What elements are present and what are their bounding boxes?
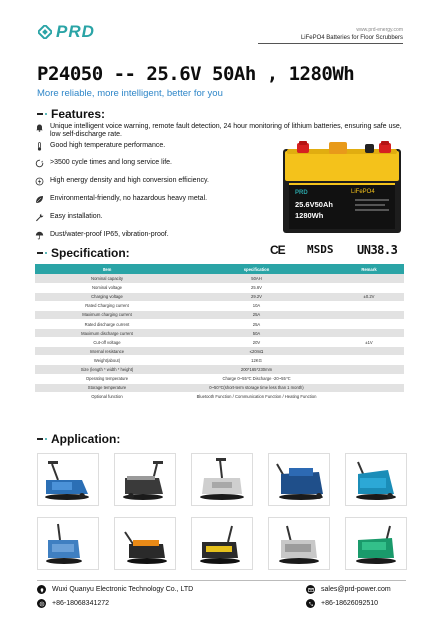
svg-text:1280Wh: 1280Wh	[295, 211, 324, 220]
email-contact	[306, 585, 391, 594]
application-heading: Application:	[37, 432, 120, 446]
specification-table	[35, 264, 404, 402]
svg-text:LiFePO4: LiFePO4	[351, 189, 375, 195]
table-row: Operating temperature Charge 0~55℃ Discharge -20~55℃	[35, 374, 404, 383]
table-row: Storage temperature 0~50℃(short-term storage time less than 1 month)	[35, 383, 404, 392]
feature-item: Unique intelligent voice warning, remote fault detection, 24 hour monitoring of lithium batteries, ensuring safe use, low self-discharge rate.	[34, 123, 409, 138]
specification-heading: Specification:	[37, 246, 130, 260]
column-header-specification: specification	[179, 264, 334, 274]
energy-icon	[34, 177, 44, 186]
ce-mark: CE	[270, 243, 285, 257]
document-subtitle: LiFePO4 Batteries for Floor Scrubbers	[300, 35, 403, 41]
company-info	[37, 585, 193, 594]
table-header-row	[35, 264, 404, 274]
phone-number-2[interactable]: +86-18626092510	[321, 600, 379, 607]
umbrella-icon	[34, 231, 44, 240]
wrench-icon	[34, 213, 44, 222]
phone-number-1[interactable]: +86-18068341272	[52, 600, 110, 607]
footer-divider	[37, 580, 406, 581]
column-header-item: Item	[35, 264, 179, 274]
feature-item: Dust/water-proof IP65, vibration-proof.	[34, 231, 409, 240]
features-heading: Features:	[37, 107, 105, 121]
feature-item: High energy density and high conversion efficiency.	[34, 177, 409, 186]
email-address[interactable]: sales@prd-power.com	[321, 586, 391, 593]
email-icon	[306, 585, 315, 594]
section-marker-icon	[37, 438, 47, 440]
floor-scrubber-image	[345, 517, 407, 570]
table-row: Charging voltage 29.2V ±0.2V	[35, 292, 404, 301]
floor-scrubber-image	[268, 517, 330, 570]
location-icon	[37, 585, 46, 594]
table-row: Size (length * width * height) 200*165*230mm	[35, 365, 404, 374]
logo-text: PRD	[56, 22, 95, 41]
logo-diamond-icon	[38, 25, 52, 39]
table-row: Nominal voltage 25.6V	[35, 283, 404, 292]
table-row: Rated discharge current 25A	[35, 319, 404, 328]
feature-item: Good high temperature performance.	[34, 142, 409, 151]
company-name: Wuxi Quanyu Electronic Technology Co., LTD	[52, 586, 194, 593]
whatsapp-icon	[37, 599, 46, 608]
thermometer-icon	[34, 142, 44, 151]
table-row: Cut-off voltage 20V ±1V	[35, 338, 404, 347]
phone-contact-1	[37, 599, 109, 608]
website-url[interactable]: www.prd-energy.com	[356, 27, 403, 33]
column-header-remark: Remark	[334, 264, 404, 274]
battery-product-image	[275, 141, 410, 236]
table-row: Optional function Bluetooth Function / Communication Function / Heating Function	[35, 392, 404, 401]
feature-item: >3500 cycle times and long service life.	[34, 159, 409, 168]
svg-text:25.6V50Ah: 25.6V50Ah	[295, 200, 333, 209]
leaf-icon	[34, 195, 44, 204]
phone-icon	[306, 599, 315, 608]
section-marker-icon	[37, 252, 47, 254]
page-header	[0, 0, 443, 52]
floor-scrubber-image	[114, 453, 176, 506]
product-tagline: More reliable, more intelligent, better for you	[37, 88, 223, 99]
floor-scrubber-image	[268, 453, 330, 506]
header-divider	[258, 43, 403, 44]
feature-item: Easy installation.	[34, 213, 409, 222]
section-marker-icon	[37, 113, 47, 115]
floor-scrubber-image	[37, 517, 99, 570]
phone-contact-2	[306, 599, 378, 608]
table-row: Maximum charging current 25A	[35, 310, 404, 319]
floor-scrubber-image	[345, 453, 407, 506]
product-title: P24050 -- 25.6V 50Ah , 1280Wh	[37, 63, 355, 85]
table-row: Nominal capacity 50AH	[35, 274, 404, 283]
feature-item: Environmental-friendly, no hazardous heavy metal.	[34, 195, 409, 204]
msds-mark: MSDS	[307, 243, 334, 256]
cycle-icon	[34, 159, 44, 168]
company-logo	[38, 22, 95, 42]
svg-text:PRD: PRD	[295, 190, 308, 196]
bell-icon	[34, 123, 44, 132]
floor-scrubber-image	[114, 517, 176, 570]
table-row: Internal resistance ≤20mΩ	[35, 347, 404, 356]
table-row: Maximum discharge current 50A	[35, 329, 404, 338]
table-row: Rated Charging current 10A	[35, 301, 404, 310]
un383-mark: UN38.3	[357, 243, 398, 257]
floor-scrubber-image	[191, 517, 253, 570]
table-row: Weight(about) 12KG	[35, 356, 404, 365]
floor-scrubber-image	[191, 453, 253, 506]
floor-scrubber-image	[37, 453, 99, 506]
